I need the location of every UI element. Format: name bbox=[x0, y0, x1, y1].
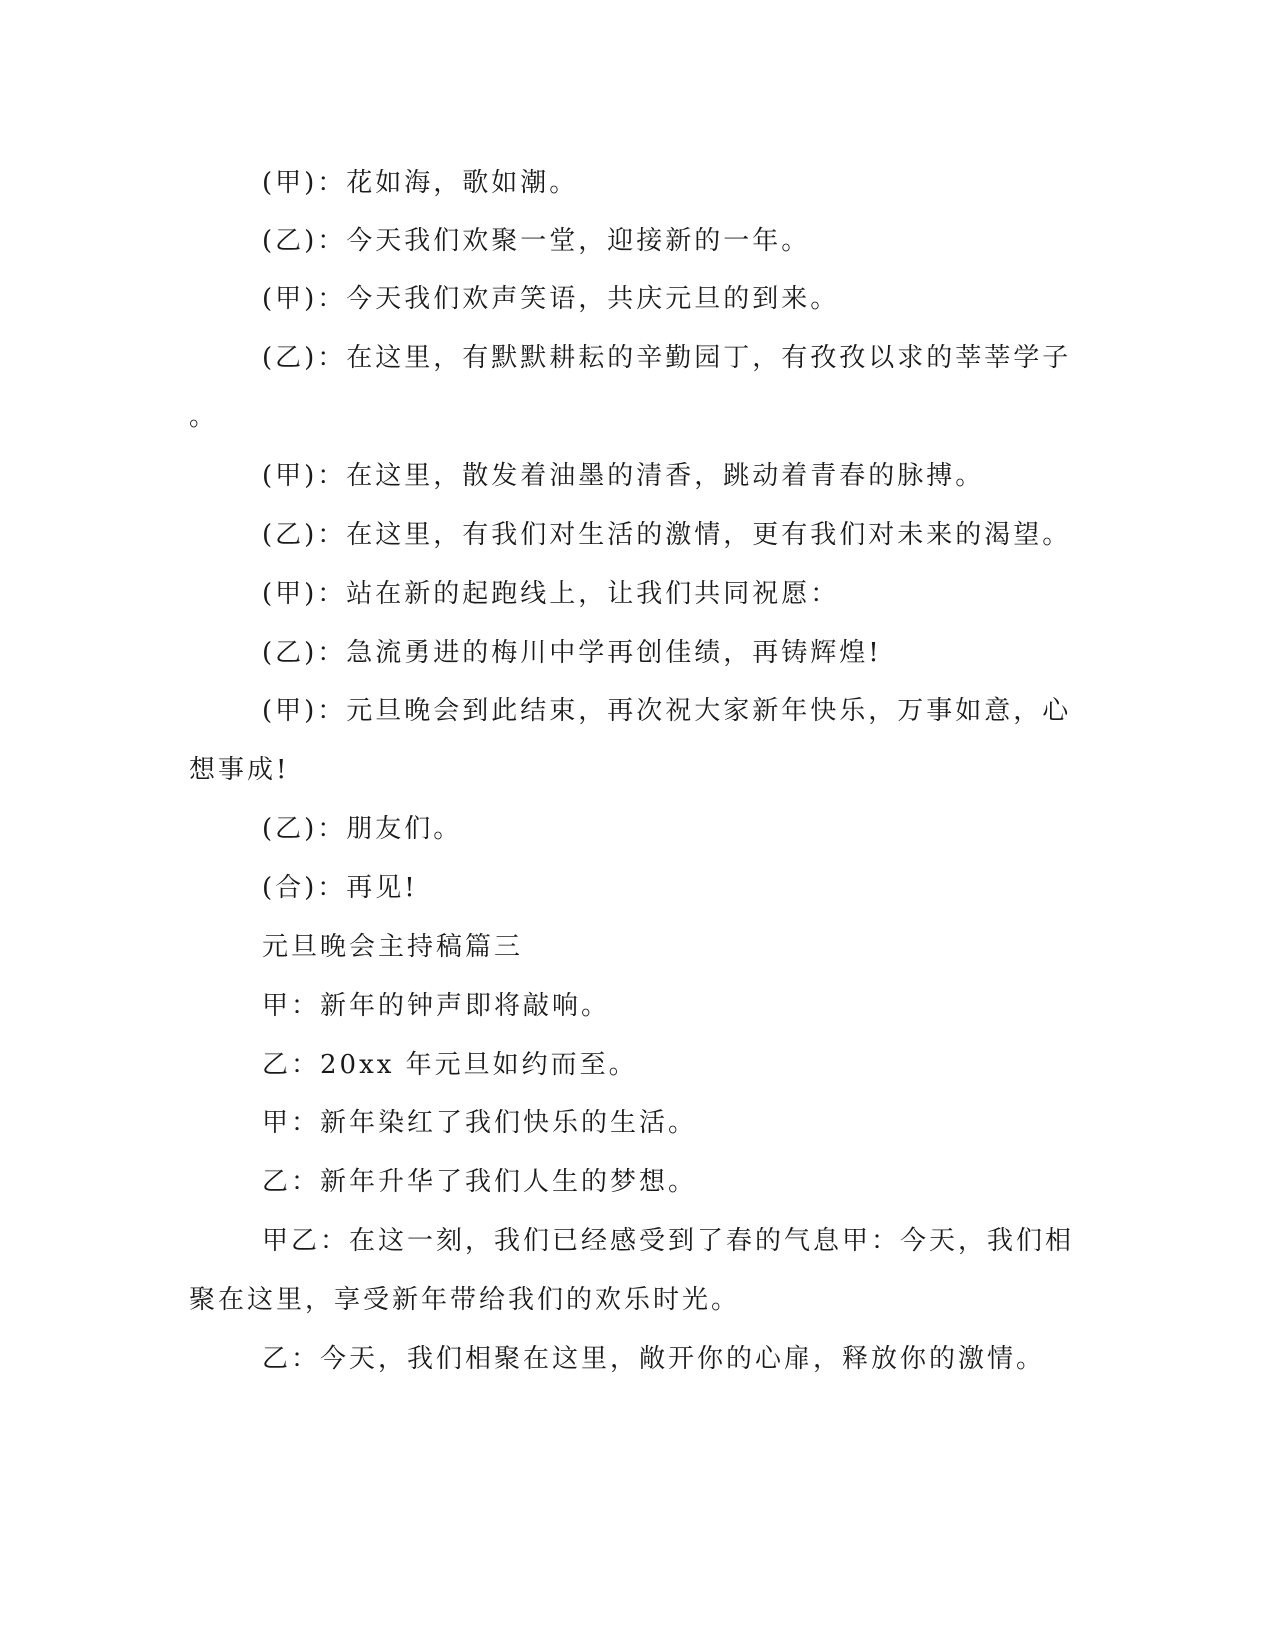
text-line: (甲)：站在新的起跑线上，让我们共同祝愿： bbox=[262, 579, 840, 609]
text-line: 甲：新年染红了我们快乐的生活。 bbox=[262, 1108, 698, 1138]
text-line: (甲)：在这里，散发着油墨的清香，跳动着青春的脉搏。 bbox=[262, 461, 985, 491]
text-line: (乙)：急流勇进的梅川中学再创佳绩，再铸辉煌! bbox=[262, 638, 882, 668]
text-line: 想事成! bbox=[189, 755, 290, 785]
text-line: (乙)：朋友们。 bbox=[262, 814, 463, 844]
section-heading: 元旦晚会主持稿篇三 bbox=[262, 932, 524, 962]
text-line: (乙)：在这里，有我们对生活的激情，更有我们对未来的渴望。 bbox=[262, 520, 1072, 550]
text-line: (甲)：元旦晚会到此结束，再次祝大家新年快乐，万事如意，心 bbox=[262, 696, 1072, 726]
text-line: 。 bbox=[189, 402, 219, 432]
text-line: (乙)：今天我们欢聚一堂，迎接新的一年。 bbox=[262, 226, 811, 256]
text-line: 乙：20xx 年元旦如约而至。 bbox=[262, 1050, 638, 1080]
text-line: (合)：再见! bbox=[262, 873, 418, 903]
text-line: 乙：今天，我们相聚在这里，敞开你的心扉，释放你的激情。 bbox=[262, 1344, 1046, 1374]
text-line: (甲)：花如海，歌如潮。 bbox=[262, 168, 579, 198]
text-line: (甲)：今天我们欢声笑语，共庆元旦的到来。 bbox=[262, 284, 840, 314]
text-line: (乙)：在这里，有默默耕耘的辛勤园丁，有孜孜以求的莘莘学子 bbox=[262, 343, 1072, 373]
text-line: 甲乙：在这一刻，我们已经感受到了春的气息甲：今天，我们相 bbox=[262, 1226, 1075, 1256]
text-line: 聚在这里，享受新年带给我们的欢乐时光。 bbox=[189, 1285, 741, 1315]
text-line: 甲：新年的钟声即将敲响。 bbox=[262, 991, 611, 1021]
text-line: 乙：新年升华了我们人生的梦想。 bbox=[262, 1167, 698, 1197]
